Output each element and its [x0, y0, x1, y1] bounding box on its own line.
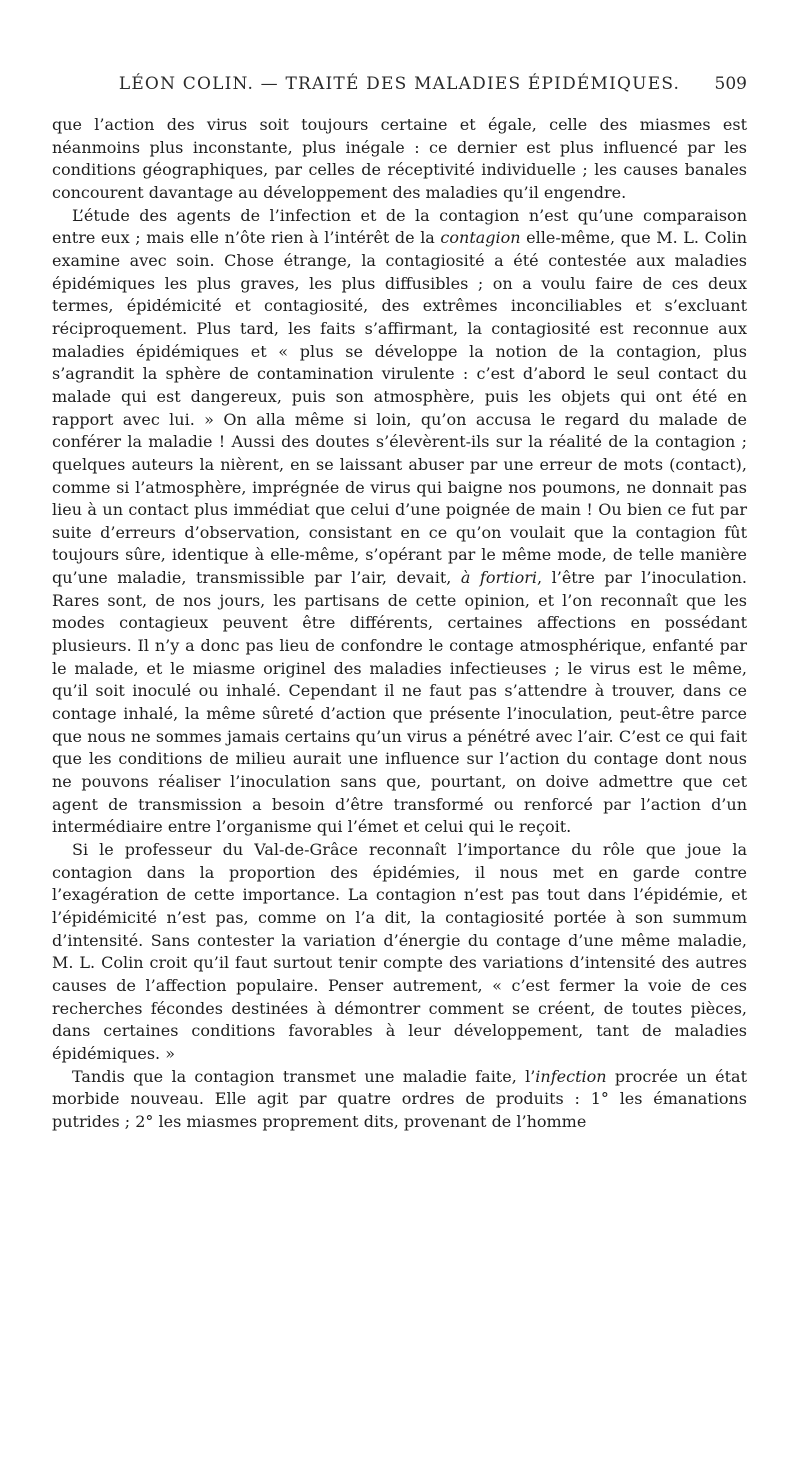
text-run: Tandis que la contagion transmet une maladie faite, l’: [72, 1066, 536, 1086]
text-run: que l’action des virus soit toujours certaine et égale, celle des miasmes est néanmoins plus inconstante, plus inégale : ce dernier est plus influencé par les conditions géographiques, par celles de réceptivité individuelle ; les causes banales concourent davantage au développement des maladies qu’il engendre.: [52, 115, 747, 202]
running-title: LÉON COLIN. — TRAITÉ DES MALADIES ÉPIDÉMIQUES.: [118, 74, 681, 94]
paragraph: [52, 205, 747, 839]
page-number: 509: [714, 74, 747, 94]
paragraph: [52, 839, 747, 1066]
italic-text: à fortiori: [460, 568, 538, 588]
running-head: [52, 74, 747, 114]
text-run: elle-même, que M. L. Colin examine avec soin. Chose étrange, la contagiosité a été contestée aux maladies épidémiques les plus graves, les plus diffusibles ; on a voulu faire de ces deux termes, épidémicité et contagiosité, des extrêmes inconciliables et s’excluant réciproquement. Plus tard, les faits s’affirmant, la contagiosité est reconnue aux maladies épidémiques et « plus se développe la notion de la contagion, plus s’agrandit la sphère de contamination virulente : c’est d’abord le seul contact du malade qui est dangereux, puis son atmosphère, puis les objets qui ont été en rapport avec lui. » On alla même si loin, qu’on accusa le regard du malade de conférer la maladie ! Aussi des doutes s’élevèrent-ils sur la réalité de la contagion ; quelques auteurs la nièrent, en se laissant abuser par une erreur de mots (contact), comme si l’atmosphère, imprégnée de virus qui baigne nos poumons, ne donnait pas lieu à un contact plus immédiat que celui d’une poignée de main ! Ou bien ce fut par suite d’erreurs d’observation, consistant en ce qu’on voulait que la contagion fût toujours sûre, identique à elle-même, s’opérant par le même mode, de telle manière qu’une maladie, transmissible par l’air, devait,: [52, 228, 747, 588]
text-run: L’étude des agents de l’infection et de la contagion n’est qu’une comparaison entre eux ; mais elle n’ôte rien à l’intérêt de la: [52, 205, 747, 248]
paragraph: [52, 114, 747, 205]
body-text: [52, 114, 747, 1134]
italic-text: contagion: [440, 228, 521, 248]
text-run: Si le professeur du Val-de-Grâce reconnaît l’importance du rôle que joue la contagion dans la proportion des épidémies, il nous met en garde contre l’exagération de cette importance. La contagion n’est pas tout dans l’épidémie, et l’épidémicité n’est pas, comme on l’a dit, la contagiosité portée à son summum d’intensité. Sans contester la variation d’énergie du contage d’une même maladie, M. L. Colin croit qu’il faut surtout tenir compte des variations d’intensité des autres causes de l’affection populaire. Penser autrement, « c’est fermer la voie de ces recherches fécondes destinées à démontrer comment se créent, de toutes pièces, dans certaines conditions favorables à leur développement, tant de maladies épidémiques. »: [52, 840, 747, 1063]
italic-text: infection: [535, 1066, 607, 1086]
text-run: , l’être par l’inoculation. Rares sont, de nos jours, les partisans de cette opinion, et l’on reconnaît que les modes contagieux peuvent être différents, certaines affections en possédant plusieurs. Il n’y a donc pas lieu de confondre le contage atmosphérique, enfanté par le malade, et le miasme originel des maladies infectieuses ; le virus est le même, qu’il soit inoculé ou inhalé. Cependant il ne faut pas s’attendre à trouver, dans ce contage inhalé, la même sûreté d’action que présente l’inoculation, peut-être parce que nous ne sommes jamais certains qu’un virus a pénétré avec l’air. C’est ce qui fait que les conditions de milieu aurait une influence sur l’action du contage dont nous ne pouvons réaliser l’inoculation sans que, pourtant, on doive admettre que cet agent de transmission a besoin d’être transformé ou renforcé par l’action d’un intermédiaire entre l’organisme qui l’émet et celui qui le reçoit.: [52, 568, 747, 837]
paragraph: [52, 1066, 747, 1134]
text-run: procrée un état morbide nouveau. Elle agit par quatre ordres de produits : 1° les émanations putrides ; 2° les miasmes proprement dits, provenant de l’homme: [52, 1066, 747, 1131]
document-page: [52, 74, 747, 1134]
